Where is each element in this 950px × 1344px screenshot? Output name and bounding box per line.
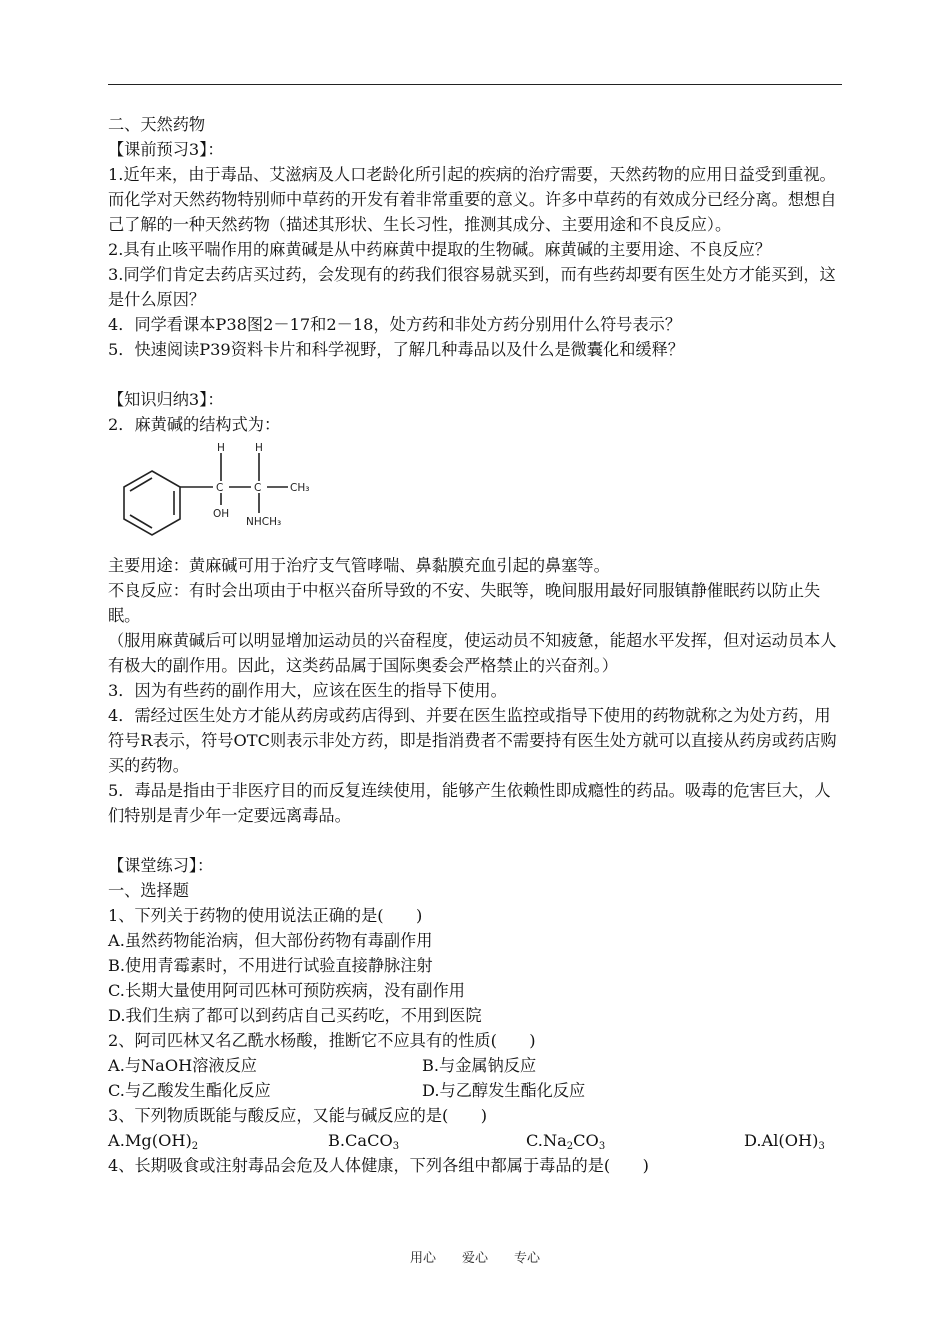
q3-options-row — [108, 1128, 844, 1153]
q3-option-d: $D.Al(OH)_3$ — [744, 1131, 825, 1152]
practice-question-4: 4、长期吸食或注射毒品会危及人体健康，下列各组中都属于毒品的是( ) — [108, 1156, 649, 1175]
preview-question-3: 3.同学们肯定去药店买过药，会发现有的药我们很容易就买到，而有些药却要有医生处方才能买到，这是什么原因？ — [108, 265, 836, 309]
section-title: 二、天然药物 — [108, 115, 206, 134]
preview-question-1: 1.近年来，由于毒品、艾滋病及人口老龄化所引起的疾病的治疗需要，天然药物的应用日益受到重视。而化学对天然药物特别师中草药的开发有着非常重要的意义。许多中草药的有效成分已经分离。想想自己了解的一种天然药物（描述其形状、生长习性，推测其成分、主要用途和不良反应）。 — [108, 165, 837, 234]
atom-h2: H — [255, 443, 263, 454]
group-ch3: CH₃ — [290, 482, 310, 494]
atom-h1: H — [217, 443, 225, 454]
ring-double-bond — [130, 515, 152, 528]
q1-option-b: B.使用青霉素时，不用进行试验直接静脉注射 — [108, 956, 433, 975]
header-rule — [108, 84, 842, 85]
q2-options-row-1 — [108, 1053, 844, 1078]
practice-question-1: 1、下列关于药物的使用说法正确的是( ) — [108, 906, 423, 925]
summary-item-5: 5．毒品是指由于非医疗目的而反复连续使用，能够产生依赖性即成瘾性的药品。吸毒的危害巨大，人们特别是青少年一定要远离毒品。 — [108, 781, 831, 825]
summary-item-3: 3．因为有些药的副作用大，应该在医生的指导下使用。 — [108, 681, 507, 700]
preview-question-5: 5．快速阅读P39资料卡片和科学视野，了解几种毒品以及什么是微囊化和缓释？ — [108, 340, 684, 359]
q1-option-c: C.长期大量使用阿司匹林可预防疾病，没有副作用 — [108, 981, 465, 1000]
q2-options-row-2 — [108, 1078, 844, 1103]
summary-item-2: 2．麻黄碱的结构式为： — [108, 415, 281, 434]
structure-diagram — [118, 443, 378, 553]
q3-option-b: B.CaCO$_3$ — [328, 1131, 400, 1152]
ring-double-bond — [130, 478, 152, 491]
summary-note: （服用麻黄碱后可以明显增加运动员的兴奋程度，使运动员不知疲惫，能超水平发挥，但对运动员本人有极大的副作用。因此，这类药品属于国际奥委会严格禁止的兴奋剂。） — [108, 631, 837, 675]
q2-option-c: C.与乙酸发生酯化反应 — [108, 1081, 271, 1100]
q2-option-a: A.与NaOH溶液反应 — [108, 1056, 257, 1075]
atom-c1: C — [216, 482, 224, 494]
ephedrine-structure — [108, 443, 844, 553]
summary-item-4: 4．需经过医生处方才能从药房或药店得到、并要在医生监控或指导下使用的药物就称之为处方药，用符号R表示，符号OTC则表示非处方药，即是指消费者不需要持有医生处方就可以直接从药房或药店购买的药物。 — [108, 706, 837, 775]
preview-heading: 【课前预习3】： — [108, 140, 224, 159]
practice-subheading: 一、选择题 — [108, 881, 189, 900]
summary-use: 主要用途：黄麻碱可用于治疗支气管哮喘、鼻黏膜充血引起的鼻塞等。 — [108, 556, 610, 575]
q3-option-c: $C.Na_2CO_3$ — [526, 1131, 606, 1152]
practice-question-3: 3、下列物质既能与酸反应，又能与碱反应的是( ) — [108, 1106, 488, 1125]
preview-question-4: 4．同学看课本P38图2－17和2－18，处方药和非处方药分别用什么符号表示？ — [108, 315, 682, 334]
group-oh: OH — [213, 508, 230, 520]
preview-question-2: 2.具有止咳平喘作用的麻黄碱是从中药麻黄中提取的生物碱。麻黄碱的主要用途、不良反应？ — [108, 240, 771, 259]
summary-heading: 【知识归纳3】： — [108, 390, 224, 409]
page-footer: 用心 爱心 专心 — [409, 1251, 540, 1266]
benzene-ring — [124, 471, 180, 535]
atom-c2: C — [254, 482, 262, 494]
q1-option-a: A.虽然药物能治病，但大部份药物有毒副作用 — [108, 931, 433, 950]
document-body — [108, 112, 844, 1178]
practice-heading: 【课堂练习】： — [108, 856, 214, 875]
summary-side-effect: 不良反应：有时会出项由于中枢兴奋所导致的不安、失眠等，晚间服用最好同服镇静催眠药以防止失眠。 — [108, 581, 821, 625]
practice-question-2: 2、阿司匹林又名乙酰水杨酸，推断它不应具有的性质( ) — [108, 1031, 536, 1050]
q1-option-d: D.我们生病了都可以到药店自己买药吃，不用到医院 — [108, 1006, 482, 1025]
q2-option-d: D.与乙醇发生酯化反应 — [422, 1081, 586, 1100]
q3-option-a: $A.Mg(OH)_2$ — [108, 1131, 199, 1152]
q2-option-b: B.与金属钠反应 — [422, 1056, 537, 1075]
group-nhch3: NHCH₃ — [246, 516, 282, 528]
